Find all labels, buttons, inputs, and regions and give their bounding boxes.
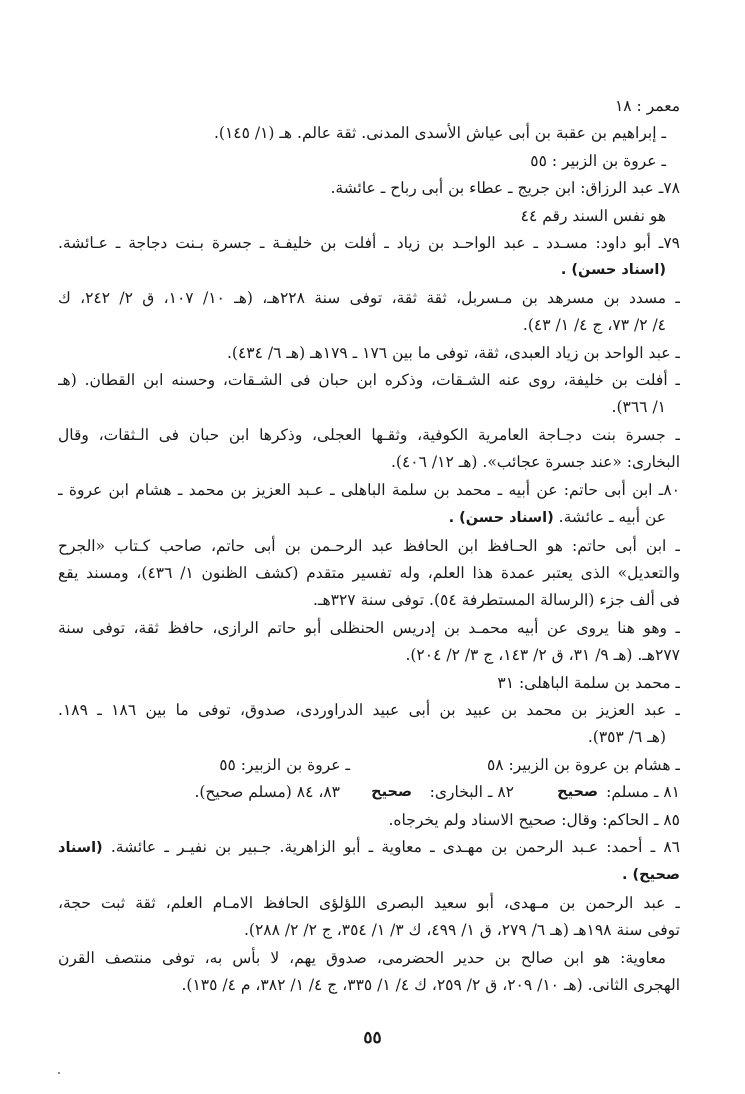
text-line: ـ عبد العزيز بن محمد بن عبيد بن أبى عبيد الدراوردى، صدوق، توفى ما بين ١٨٦ ـ ١٨٩.	[58, 700, 680, 719]
text-line: ـ مسدد بن مسرهد بن مـسربل، ثقة ثقة، توفى سنة ٢٢٨هـ، (هـ ١٠/ ١٠٧، ق ٢/ ٢٤٢، ك	[58, 288, 680, 307]
text-fragment: عن أبيه ـ عائشة.	[558, 508, 666, 527]
text-line	[58, 504, 680, 532]
text-fragment: ٨٦ ـ أحمد: عـبد الرحمن بن مهـدى ـ معاوية ـ أبو الزاهرية. جـبير بن نفيـر ـ عائشة.	[110, 837, 680, 856]
text-line: ـ عبد الرحمن بن مـهدى، أبو سعيد البصرى اللؤلؤى الحافظ الامـام العلم، ثقة ثبت حجة،	[58, 893, 680, 912]
text-line: ـ عروة بن الزبير : ٥٥	[530, 151, 666, 170]
grading-label: صحيح	[371, 784, 412, 801]
text-line: معاوية: هو ابن صالح بن حدير الحضرمى، صدوق يهم، لا بأس به، توفى منتصف القرن	[58, 948, 666, 967]
page-number: ٥٥	[363, 1028, 382, 1048]
grading-label: (اسناد حسن) .	[560, 262, 666, 279]
text-line: ـ وهو هنا يروى عن أبيه محمـد بن إدريس الحنظلى أبو حاتم الرازى، حافظ ثقة، توفى سنة	[58, 618, 680, 637]
text-line: معمر : ١٨	[614, 97, 680, 115]
text-line: هو نفس السند رقم ٤٤	[520, 206, 666, 225]
text-line: البخارى: «عند جسرة عجائب». (هـ ١٢/ ٤٠٦).	[391, 453, 680, 472]
text-line: ٢٧٧هـ. (هـ ٩/ ٣١، ق ٢/ ١٤٣، ج ٣/ ٢/ ٢٠٤).	[405, 646, 680, 665]
text-line: ٤/ ٢/ ٧٣، ج ٤/ ١/ ٤٣).	[522, 316, 666, 335]
text-line: ـ محمد بن سلمة الباهلى: ٣١	[497, 673, 680, 692]
text-line: ـ جسرة بنت دجـاجة العامرية الكوفية، وثقـها العجلى، وذكرها ابن حبان فى الـثقات، وقال	[58, 425, 680, 444]
text-line: ـ عبد الواحد بن زياد العبدى، ثقة، توفى ما بين ١٧٦ ـ ١٧٩هـ (هـ ٦/ ٤٣٤).	[226, 343, 680, 362]
text-line: والتعديل» الذى يعتبر عمدة هذا العلم، وله تفسير متقدم (كشف الظنون ١/ ٤٣٦)، ومسند يقع	[58, 563, 680, 582]
text-line: الهجرى الثانى. (هـ ١٠/ ٢٠٩، ق ٢/ ٢٥٩، ك ٤/ ١/ ٣٣٥، ج ٤/ ١/ ٣٨٢، م ٤/ ١٣٥).	[181, 976, 680, 994]
text-line: ـ ابن أبى حاتم: هو الحـافظ ابن الحافظ عبد الرحـمن بن أبى حاتم، صاحب كـتاب «الجرح	[58, 536, 680, 555]
text-line	[58, 834, 680, 862]
narrator-entry: ـ هشام بن عروة بن الزبير: ٥٨	[486, 755, 680, 774]
text-line: ١/ ٣٦٦).	[611, 398, 666, 417]
row-label: ٨٢ ـ البخارى:	[429, 783, 514, 802]
row-label: ٨١ ـ مسلم:	[606, 783, 680, 802]
grading-label: (اسناد حسن) .	[448, 510, 554, 527]
text-line: ٨٥ ـ الحاكم: وقال: صحيح الاسناد ولم يخرجاه.	[388, 810, 680, 829]
grading-label: (اسناد	[58, 839, 103, 856]
narrator-row	[58, 752, 680, 779]
text-line: ٧٩ـ أبو داود: مسـدد ـ عبد الواحـد بن زياد ـ أفلت بن خليفـة ـ جسرة بـنت دجاجة ـ عـائشة.	[58, 234, 680, 253]
text-line: فى ألف جزء (الرسالة المستطرفة ٥٤). توفى سنة ٣٢٧هـ.	[313, 591, 680, 610]
text-line: ـ إبراهيم بن عقبة بن أبى عياش الأسدى المدنى. ثقة عالم. هـ (١/ ١٤٥).	[213, 124, 666, 143]
row-label: ٨٣، ٨٤ (مسلم صحيح).	[194, 783, 340, 802]
text-line: ـ أفلت بن خليفة، روى عنه الشـقات، وذكره ابن حبان فى الشـقات، وحسنه ابن القطان. (هـ	[58, 371, 680, 390]
grading-label: صحيح	[557, 784, 598, 801]
text-line: ٨٠ـ ابن أبى حاتم: عن أبيه ـ محمد بن سلمة الباهلى ـ عـبد العزيز بن محمد ـ هشام ابن عروة ـ	[58, 480, 680, 499]
narrator-entry: ـ عروة بن الزبير: ٥٥	[219, 755, 350, 774]
grading-row	[58, 779, 680, 806]
text-line: ٧٨ـ عبد الرزاق: ابن جريج ـ عطاء بن أبى رباح ـ عائشة.	[330, 179, 680, 198]
grading-label: صحيح) .	[621, 867, 680, 884]
text-line: توفى سنة ١٩٨هـ (هـ ٦/ ٢٧٩، ق ١/ ٤٩٩، ك ٣/ ١/ ٣٥٤، ج ٢/ ٢/ ٢٨٨).	[243, 921, 680, 940]
scan-speck	[58, 1072, 60, 1074]
page-body	[58, 93, 680, 999]
text-line: (هـ ٦/ ٣٥٣).	[587, 728, 666, 747]
